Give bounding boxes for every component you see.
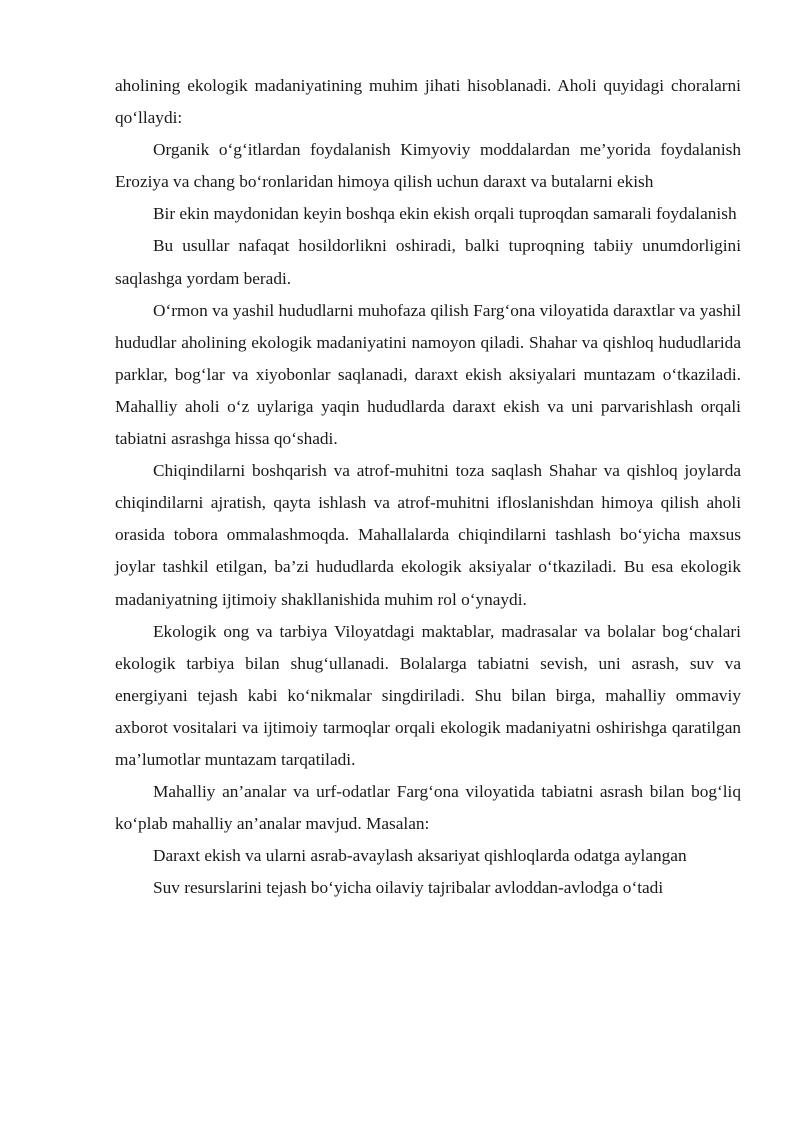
paragraph-waste-management: Chiqindilarni boshqarish va atrof-muhitni toza saqlash Shahar va qishloq joylarda chiqindilarni ajratish, qayta ishlash va atrof-muhitni ifloslanishdan himoya qilish aholi orasida tobora ommalashmoqda. Mahallalarda chiqindilarni tashlash bo‘yicha maxsus joylar tashkil etilgan, ba’zi hududlarda ekologik aksiyalar o‘tkaziladi. Bu esa ekologik madaniyatning ijtimoiy shakllanishida muhim rol o‘ynaydi. bbox=[115, 461, 741, 609]
paragraph-crop-rotation: Bir ekin maydonidan keyin boshqa ekin ekish orqali tuproqdan samarali foydalanish bbox=[153, 204, 737, 224]
paragraph-ecological-education: Ekologik ong va tarbiya Viloyatdagi maktablar, madrasalar va bolalar bog‘chalari ekologik tarbiya bilan shug‘ullanadi. Bolalarga tabiatni sevish, uni asrash, suv va energiyani tejash kabi ko‘nikmalar singdiriladi. Shu bilan birga, mahalliy ommaviy axborot vositalari va ijtimoiy tarmoqlar orqali ekologik madaniyatni oshirishga qaratilgan ma’lumotlar muntazam tarqatiladi. bbox=[115, 621, 741, 769]
document-body bbox=[115, 70, 741, 904]
paragraph-soil-measures: Organik o‘g‘itlardan foydalanish Kimyoviy moddalardan me’yorida foydalanish Eroziya va chang bo‘ronlaridan himoya qilish uchun daraxt va butalarni ekish bbox=[115, 140, 741, 192]
paragraph-methods-benefit: Bu usullar nafaqat hosildorlikni oshiradi, balki tuproqning tabiiy unumdorligini saqlashga yordam beradi. bbox=[115, 236, 741, 288]
paragraph-intro-continuation: aholining ekologik madaniyatining muhim jihati hisoblanadi. Aholi quyidagi choralarni qo‘llaydi: bbox=[115, 76, 741, 128]
paragraph-water-saving-tradition: Suv resurslarini tejash bo‘yicha oilaviy tajribalar avloddan-avlodga o‘tadi bbox=[153, 878, 664, 898]
paragraph-tree-planting-tradition: Daraxt ekish va ularni asrab-avaylash aksariyat qishloqlarda odatga aylangan bbox=[153, 846, 687, 866]
paragraph-forest-protection: O‘rmon va yashil hududlarni muhofaza qilish Farg‘ona viloyatida daraxtlar va yashil hududlar aholining ekologik madaniyatini namoyon qiladi. Shahar va qishloq hududlarida parklar, bog‘lar va xiyobonlar saqlanadi, daraxt ekish aksiyalari muntazam o‘tkaziladi. Mahalliy aholi o‘z uylariga yaqin hududlarda daraxt ekish va uni parvarishlash orqali tabiatni asrashga hissa qo‘shadi. bbox=[115, 300, 741, 449]
paragraph-local-traditions: Mahalliy an’analar va urf-odatlar Farg‘ona viloyatida tabiatni asrash bilan bog‘liq ko‘plab mahalliy an’analar mavjud. Masalan: bbox=[115, 782, 741, 834]
